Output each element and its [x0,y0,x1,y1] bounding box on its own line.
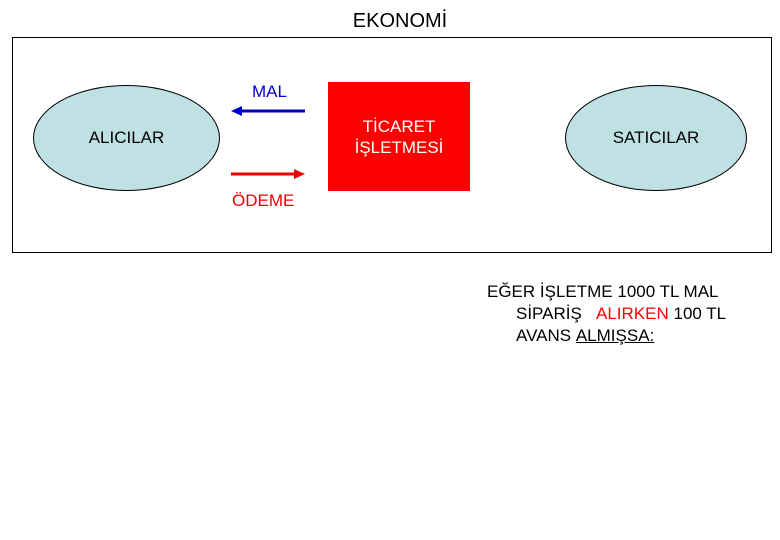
note-advance-text: AVANS [516,326,572,345]
payment-flow-label: ÖDEME [232,191,295,210]
buyers-label: ALICILAR [88,128,165,147]
note-line-3 [487,325,777,347]
note-order-text: SİPARİŞ [516,304,582,323]
business-box [328,82,470,191]
note-amount-text: 100 TL [673,304,727,323]
note-line-1: EĞER İŞLETME 1000 TL MAL [487,282,719,301]
note-colon: : [649,326,655,345]
business-label-line2: İŞLETMESİ [354,137,444,157]
note-line-2 [487,303,777,325]
sellers-ellipse [565,85,747,191]
business-label-line1: TİCARET [362,116,436,136]
page-title: EKONOMİ [352,10,448,32]
buyers-ellipse [33,85,220,191]
note-while-receiving-text: ALIRKEN [596,304,669,323]
goods-flow-label: MAL [252,82,287,101]
sellers-label: SATICILAR [612,128,700,147]
advance-payment-note [487,281,777,347]
note-received-text: ALMIŞSA [575,326,650,345]
